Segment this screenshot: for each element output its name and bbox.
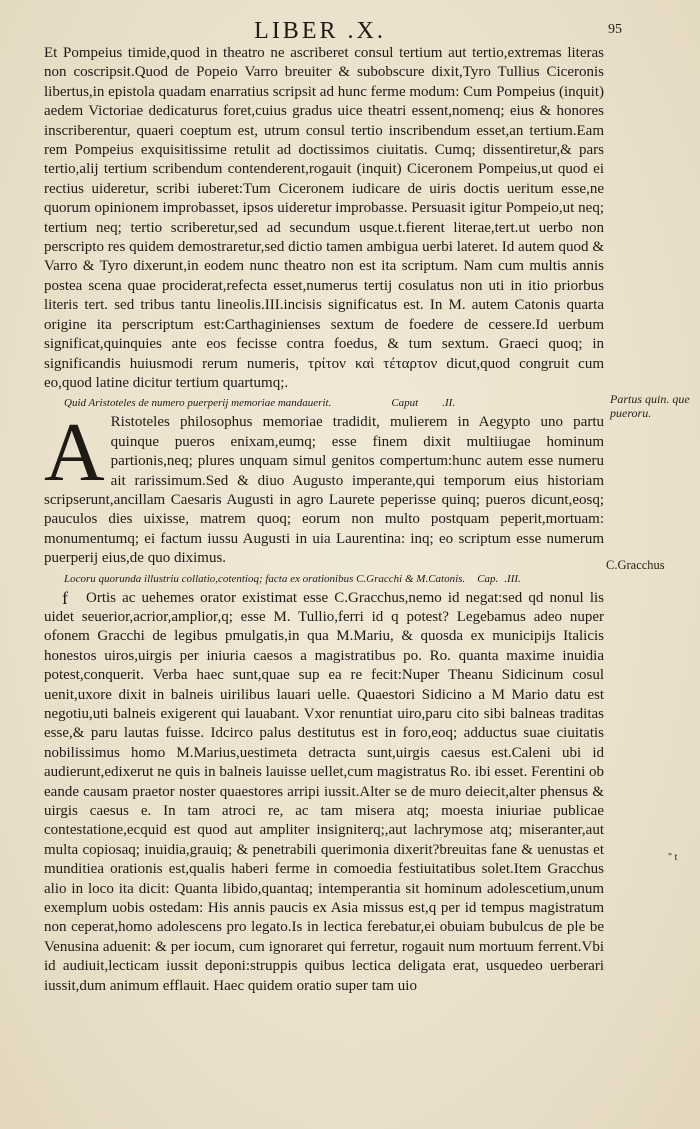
margin-note-partus: Partus quin. que pueroru. [610,392,690,420]
main-text [44,44,604,996]
chapter-heading-2 [64,395,604,411]
paragraph-gracchus [44,589,604,997]
chapter-number: .II. [442,397,456,410]
page-number: 95 [608,22,622,37]
margin-mark: " t [668,852,678,863]
running-head: LIBER .X. [254,18,386,44]
paragraph-aristoteles-text: Ristoteles philosophus memoriae tradidit, mulierem in Aegypto uno partu quinque pueros enixam,eumq; esse finem dixit multiiugae hominum partionis,neq; plures unquam simul genitos compertum:hunc autem esse numeru ait rarissimum.Sed & diuo Augusto imperante,qui temporum eius historiam scripserunt,ancillam Caesaris Augusti in agro Laurete peperisse quinq; pueros dicunt,eosq; pauculos dies uixisse, matrem quoq; eorum non multo postquam peperit,mortuam: monumentumq; ei factum iussu Augusti in uia Laurentina: inq; eo scriptum esse numerum puerperij eius,de quo diximus. [44,414,604,567]
chapter-tag: Cap. [477,572,499,585]
chapter-heading-text: Quid Aristoteles de numero puerperij memoriae mandauerit. [64,397,332,410]
chapter-heading-text: Locoru quorunda illustriu collatio,cotentioq; facta ex orationibus C.Gracchi & M.Catonis. [64,572,466,585]
chapter-number: .III. [504,572,521,585]
margin-note-gracchus: C.Gracchus [606,558,665,572]
paragraph-aristoteles [44,406,604,568]
chapter-tag: Caput [391,397,419,410]
paragraph-gracchus-text: Ortis ac uehemes orator existimat esse C.Gracchus,nemo id negat:sed qd nonul lis uidet seuerior,acrior,amplior,q; esse M. Tullio,ferri id q potest? Legebamus adeo nuper ofonem Gracchi de legibus pmulgatis,in qua M.Mariu, & quosda ex municipijs Italicis honestos uiros,uirgis per iniuria caesos a magistratibus po. Ro. quanta maxime inuidia potest,conquerit. Verba haec sunt,quae sup ea re fecit:Nuper Theanu Sidicinum cosul uenit,uxore dixit in balneis uirilibus lauari uelle. Quaestori Sidicino a M Mario datu est negotiu,uti balneis exigerent qui lauabant. Vxor renuntiat uiro,paru cito sibi balneas traditas esse,& paru lautas fuisse. Idcirco palus destitutus est in foro,eoq; adductus suae ciuitatis nobilissimus homo M.Marius,uestimeta detracta sunt,uirgis caesus est.Caleni ubi id audierunt,edixerut ne quis in balneis lauisse uellet,cum magistratus Ro. ibi esset. Ferentini ob eande causam praetor noster quaestores arripi iussit.Alter se de muro deiecit,alter phensus & uirgis caesus e. In tam atroci re, ac tam misera atq; moesta iniuriae publicae contestatione,ecquid est quod aut ampliter insigniterq;,aut lachrymose atq; miseranter,aut multa copiosaq; inuidia,grauiq; & penetrabili querimonia dixerit?breuitas fane & uenustas et munditiea orationis est,qualis haberi ferme in comoedia festiuitatibus solet.Item Gracchus alio in loco ita dicit: Quanta libido,quantaq; intemperantia sit hominum adolescetium,unum exemplum uobis ostedam: His annis paucis ex Asia missus est,q per id tempus magistratum non ceperat,homo adolescens pro legato.Is in lectica ferebatur,ei obuiam bubulcus de ple be Venusina aduenit: & per iocum, cum ignoraret qui ferretur, rogauit num mortuum ferrent.Vbi id audiuit,lecticam iussit deponi:struppis quibus lectica deligata erat, usquedeo uerberari iussit,dum animum efflauit. Haec quidem oratio super tam uio [44,589,604,994]
chapter-heading-3 [64,571,604,587]
drop-capital: A [44,406,105,500]
guide-letter: f [62,587,68,608]
paragraph-pompeius: Et Pompeius timide,quod in theatro ne ascriberet consul tertium aut tertio,extremas literas non coscripsit.Quod de Popeio Varro breuiter & subobscure dixit,Tyro Tullius Ciceronis libertus,in epistola quadam enarratius scripsit ad hunc ferme modum: Cum Pompeius (inquit) aedem Victoriae dedicaturus foret,cuius gradus uice theatri essent,nomenq; eius & honores inscriberentur, quaeri coeptum est, utrum consul tertio inscribendum esset,an tertium.Eam rem Pompeius exquisitissime retulit ad doctissimos ciuitatis. Cumq; dissentiretur,& pars tertio,alij tertium scribendum contenderent,rogauit (inquit) Ciceronem Pompeius,ut quod ei rectius uideretur, scribi iuberet:Tum Ciceronem iudicare de uiris doctis ueritum esse,ne quorum opinionem improbasset, ipsos uideretur improbasse. Persuasit igitur Pompeio,ut neq; tertium neq; tertio scriberetur,sed ad secundum usque.t.fierent literae,tert.ut uerbo non perscripto res quidem demostraretur,sed dictio tamen ambigua uerbi lateret. Id autem quod & Varro & Tyro dixerunt,in eodem nunc theatro non est ita scriptum. Nam cum multis annis postea scena quae prociderat,refecta esset,numerus tertij cosulatus non uti in itio priorbus literis tert. sed tribus tantu lineolis.III.incisis significatus est. In M. autem Catonis quarta origine ita perscriptum est:Carthaginienses sextum de foedere de cessere.Id uerbum significat,quinquies ante eos fecisse contra foedus, & tum sextum. Graeci quoq; in significandis huiusmodi rerum numeris, τρίτον καὶ τέταρτον dicut,quod congruit cum eo,quod latine dicitur tertium quartumq;. [44,45,604,391]
